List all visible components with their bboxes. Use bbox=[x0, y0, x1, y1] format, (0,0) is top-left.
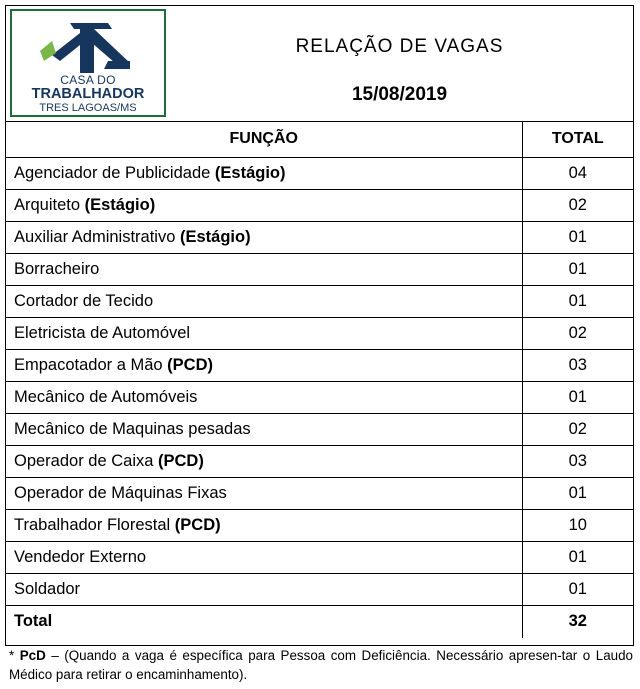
job-function-cell bbox=[6, 189, 522, 221]
vacancy-table bbox=[6, 121, 633, 638]
total-value: 32 bbox=[522, 605, 633, 638]
job-function-cell bbox=[6, 157, 522, 189]
job-function-name: Operador de Caixa bbox=[14, 451, 158, 470]
job-function-cell bbox=[6, 509, 522, 541]
job-function-name: Mecânico de Automóveis bbox=[14, 387, 198, 406]
table-row bbox=[6, 381, 633, 413]
job-function-name: Empacotador a Mão bbox=[14, 355, 168, 374]
job-function-name: Mecânico de Maquinas pesadas bbox=[14, 419, 251, 438]
job-total-cell: 01 bbox=[522, 477, 633, 509]
footnote-term: PcD bbox=[19, 648, 46, 663]
job-function-cell bbox=[6, 541, 522, 573]
table-row bbox=[6, 509, 633, 541]
logo-text-line3: TRES LAGOAS/MS bbox=[39, 102, 137, 114]
logo-text-line2: TRABALHADOR bbox=[31, 86, 145, 102]
table-row bbox=[6, 285, 633, 317]
table-row bbox=[6, 413, 633, 445]
job-function-name: Cortador de Tecido bbox=[14, 291, 154, 310]
table-row bbox=[6, 541, 633, 573]
footnote-mark: * bbox=[9, 648, 20, 663]
casa-do-trabalhador-logo bbox=[10, 9, 166, 117]
report-date: 15/08/2019 bbox=[351, 84, 448, 105]
footnote-text: – (Quando a vaga é específica para Pessoa com Deficiência. Necessário apresen-tar o Laudo Médico para retirar o encaminhamento). bbox=[9, 648, 633, 682]
job-function-tag: (PCD) bbox=[158, 451, 204, 470]
job-function-cell bbox=[6, 285, 522, 317]
table-row bbox=[6, 221, 633, 253]
job-function-name: Trabalhador Florestal bbox=[14, 515, 175, 534]
job-total-cell: 01 bbox=[522, 573, 633, 605]
table-row bbox=[6, 477, 633, 509]
total-row bbox=[6, 605, 633, 638]
header bbox=[6, 6, 633, 122]
job-function-name: Operador de Máquinas Fixas bbox=[14, 483, 227, 502]
job-total-cell: 10 bbox=[522, 509, 633, 541]
job-function-cell bbox=[6, 573, 522, 605]
job-function-tag: (Estágio) bbox=[214, 163, 286, 182]
job-total-cell: 01 bbox=[522, 221, 633, 253]
job-function-cell bbox=[6, 253, 522, 285]
job-function-name: Eletricista de Automóvel bbox=[14, 323, 191, 342]
column-header-funcao: FUNÇÃO bbox=[6, 121, 522, 157]
job-total-cell: 03 bbox=[522, 349, 633, 381]
table-row bbox=[6, 189, 633, 221]
job-total-cell: 02 bbox=[522, 189, 633, 221]
job-function-tag: (Estágio) bbox=[179, 227, 251, 246]
table-row bbox=[6, 157, 633, 189]
job-function-cell bbox=[6, 477, 522, 509]
page-title: RELAÇÃO DE VAGAS bbox=[295, 36, 504, 57]
job-function-cell bbox=[6, 381, 522, 413]
job-total-cell: 03 bbox=[522, 445, 633, 477]
table-row bbox=[6, 445, 633, 477]
vacancy-sheet bbox=[5, 5, 634, 646]
job-function-cell bbox=[6, 349, 522, 381]
table-row bbox=[6, 349, 633, 381]
job-total-cell: 01 bbox=[522, 381, 633, 413]
table-row bbox=[6, 253, 633, 285]
job-function-name: Soldador bbox=[14, 579, 81, 598]
job-total-cell: 04 bbox=[522, 157, 633, 189]
job-function-tag: (PCD) bbox=[174, 515, 221, 534]
job-total-cell: 01 bbox=[522, 253, 633, 285]
footnote bbox=[9, 646, 633, 684]
job-function-name: Agenciador de Publicidade bbox=[14, 163, 215, 182]
job-function-cell bbox=[6, 221, 522, 253]
job-function-name: Auxiliar Administrativo bbox=[14, 227, 180, 246]
job-function-cell bbox=[6, 317, 522, 349]
total-label: Total bbox=[6, 605, 522, 638]
job-function-tag: (Estágio) bbox=[84, 195, 156, 214]
job-function-name: Vendedor Externo bbox=[14, 547, 147, 566]
job-function-cell bbox=[6, 413, 522, 445]
table-row bbox=[6, 573, 633, 605]
job-function-tag: (PCD) bbox=[167, 355, 213, 374]
table-header-row bbox=[6, 121, 633, 157]
job-total-cell: 02 bbox=[522, 413, 633, 445]
job-total-cell: 01 bbox=[522, 541, 633, 573]
job-total-cell: 01 bbox=[522, 285, 633, 317]
job-function-name: Arquiteto bbox=[14, 195, 85, 214]
logo-text-line1: CASA DO bbox=[60, 73, 116, 87]
table-row bbox=[6, 317, 633, 349]
column-header-total: TOTAL bbox=[522, 121, 633, 157]
job-function-cell bbox=[6, 445, 522, 477]
job-function-name: Borracheiro bbox=[14, 259, 100, 278]
job-total-cell: 02 bbox=[522, 317, 633, 349]
